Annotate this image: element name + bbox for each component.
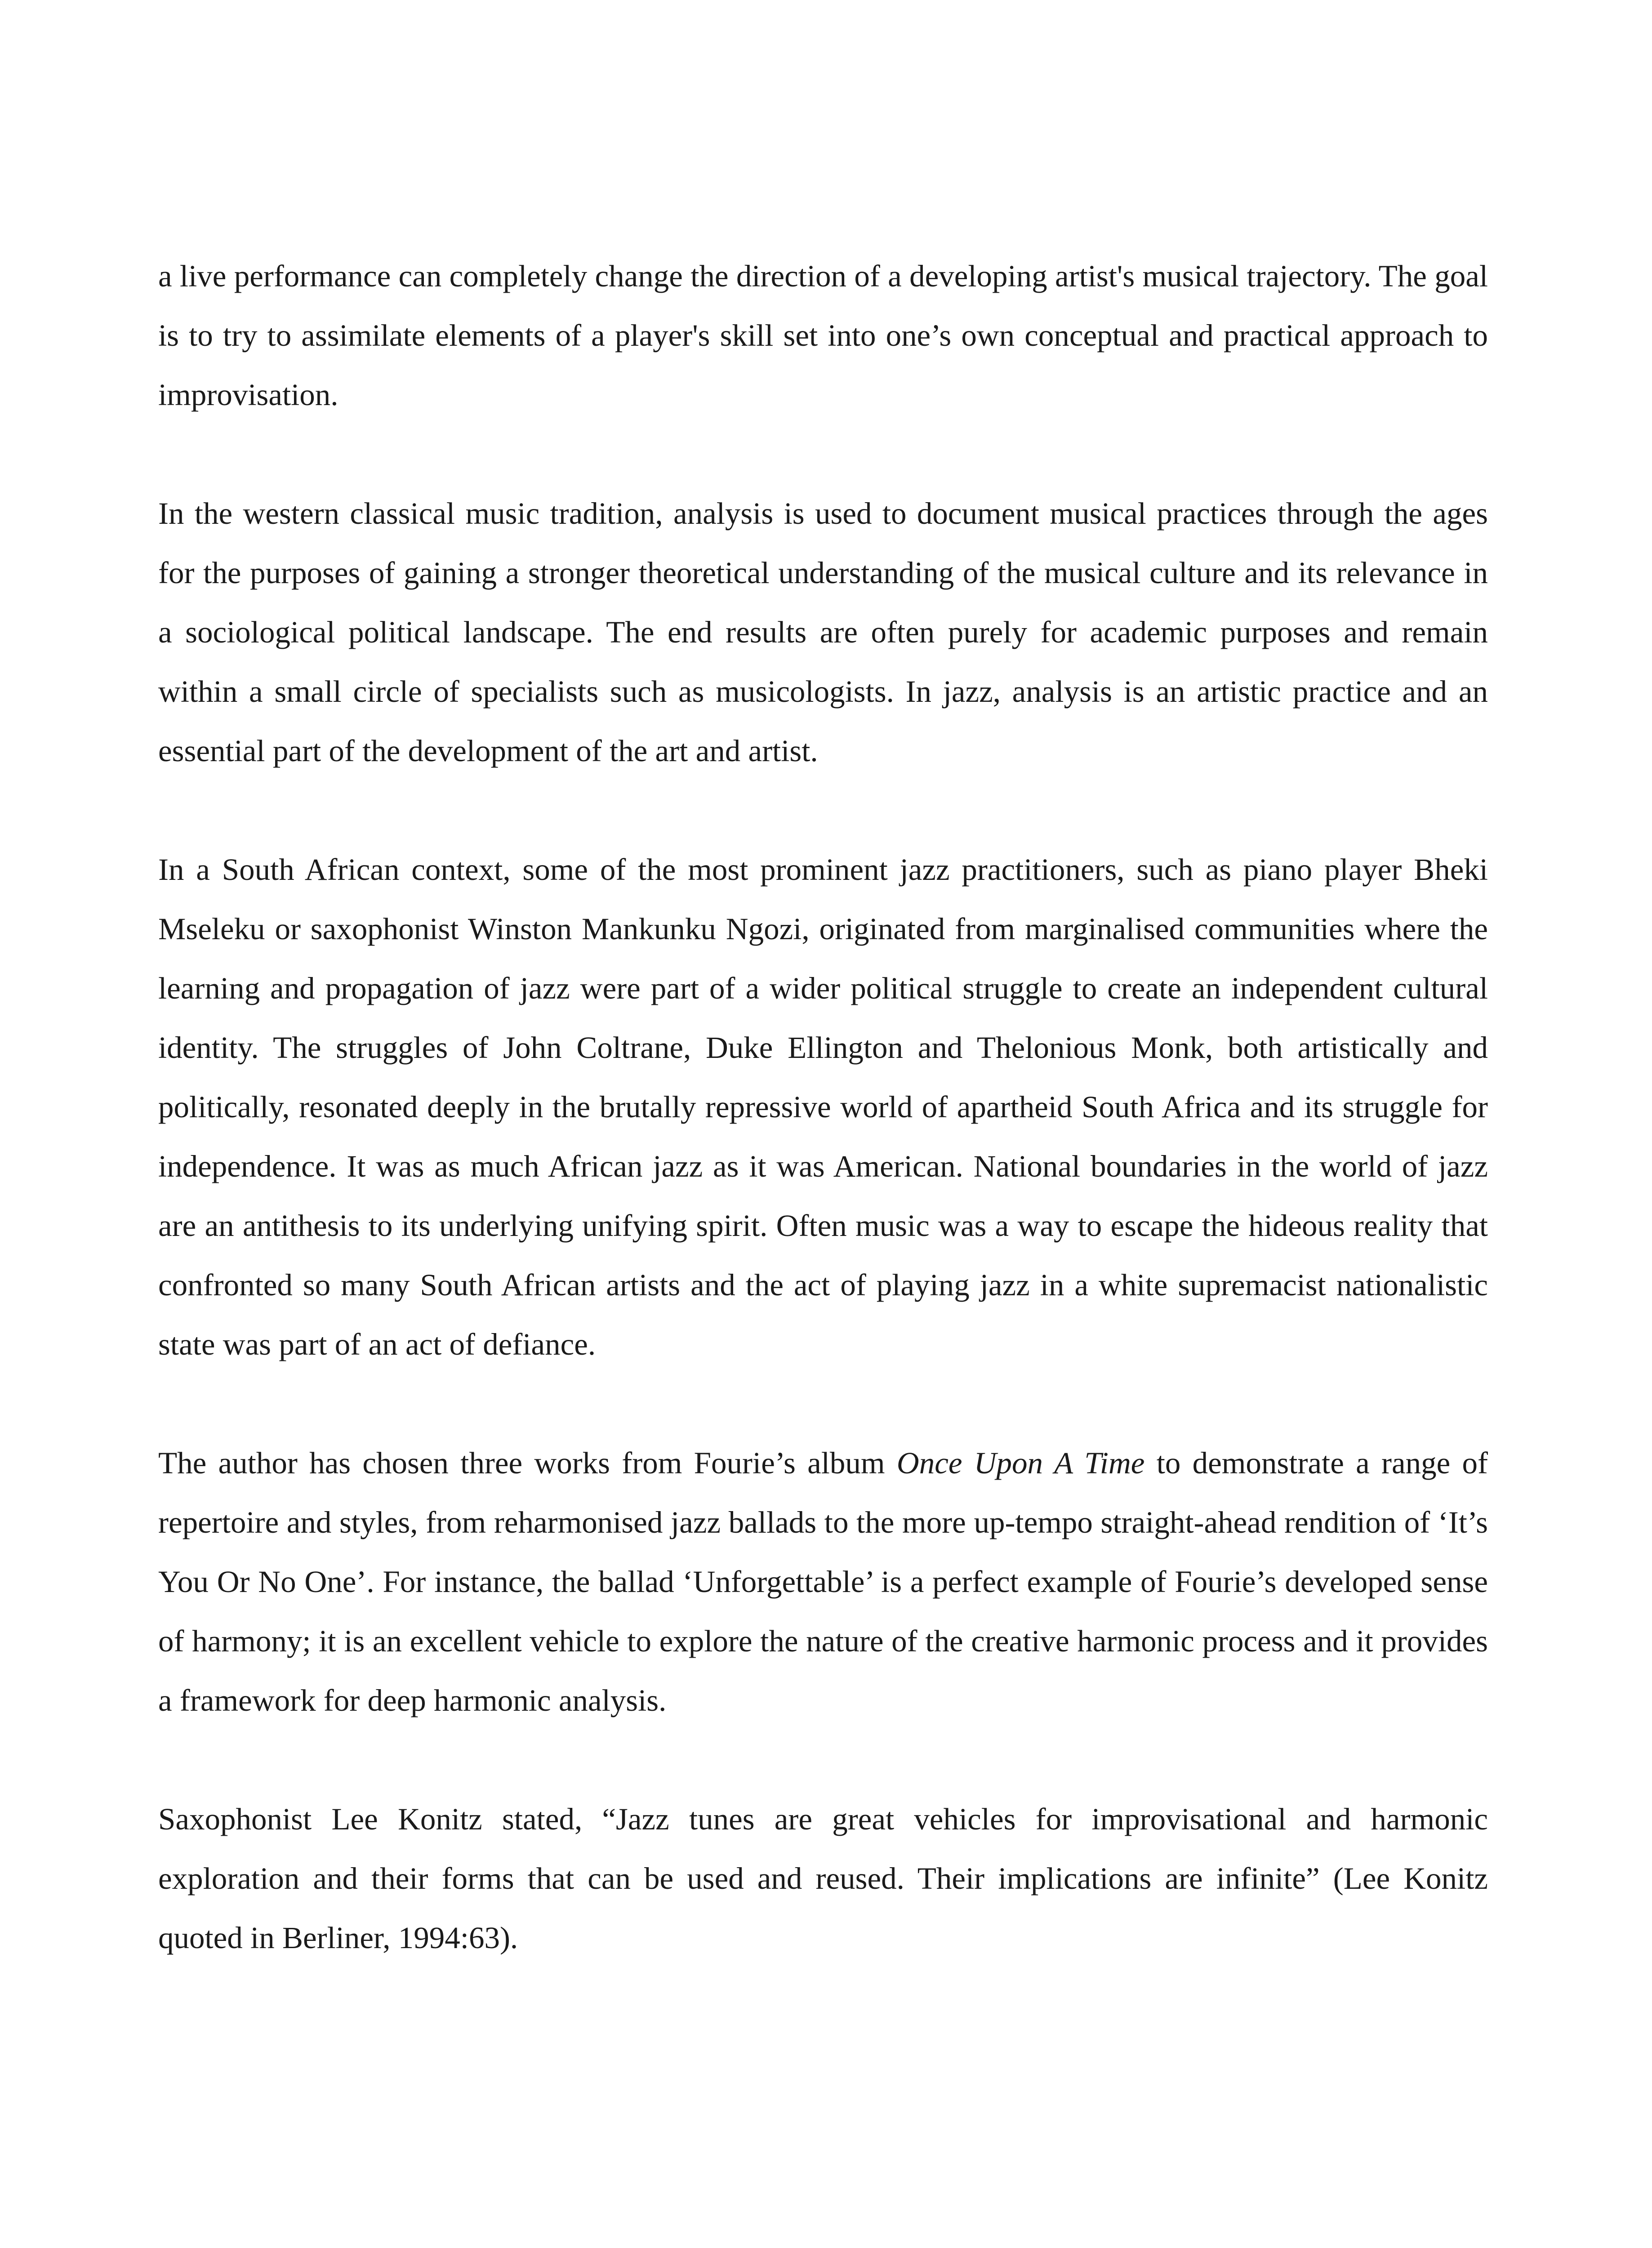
paragraph-3: In a South African context, some of the most prominent jazz practitioners, such as piano player Bheki Mseleku or saxophonist Winston Mankunku Ngozi, originated from marginalised communities where the learning and propagation of jazz were part of a wider political struggle to create an independent cultural identity. The struggles of John Coltrane, Duke Ellington and Thelonious Monk, both artistically and politically, resonated deeply in the brutally repressive world of apartheid South Africa and its struggle for independence. It was as much African jazz as it was American. National boundaries in the world of jazz are an antithesis to its underlying unifying spirit. Often music was a way to escape the hideous reality that confronted so many South African artists and the act of playing jazz in a white supremacist nationalistic state was part of an act of defiance. <box>158 852 1488 1361</box>
paragraph-4 <box>158 1433 1488 1730</box>
paragraph-1: a live performance can completely change the direction of a developing artist's musical trajectory. The goal is to try to assimilate elements of a player's skill set into one’s own conceptual and practical approach to improvisation. <box>158 259 1488 412</box>
paragraph-2: In the western classical music tradition, analysis is used to document musical practices through the ages for the purposes of gaining a stronger theoretical understanding of the musical culture and its relevance in a sociological political landscape. The end results are often purely for academic purposes and remain within a small circle of specialists such as musicologists. In jazz, analysis is an artistic practice and an essential part of the development of the art and artist. <box>158 496 1488 768</box>
paragraph-4-text-after: to demonstrate a range of repertoire and styles, from reharmonised jazz ballads to the more up-tempo straight-ahead rendition of ‘It’s You Or No One’. For instance, the ballad ‘Unforgettable’ is a perfect example of Fourie’s developed sense of harmony; it is an excellent vehicle to explore the nature of the creative harmonic process and it provides a framework for deep harmonic analysis. <box>158 1446 1488 1717</box>
paragraph-4-text-before: The author has chosen three works from Fourie’s album <box>158 1446 897 1480</box>
body-text <box>158 246 1488 1967</box>
paragraph-5: Saxophonist Lee Konitz stated, “Jazz tunes are great vehicles for improvisational and harmonic exploration and their forms that can be used and reused. Their implications are infinite” (Lee Konitz quoted in Berliner, 1994:63). <box>158 1802 1488 1955</box>
album-title: Once Upon A Time <box>896 1446 1145 1480</box>
